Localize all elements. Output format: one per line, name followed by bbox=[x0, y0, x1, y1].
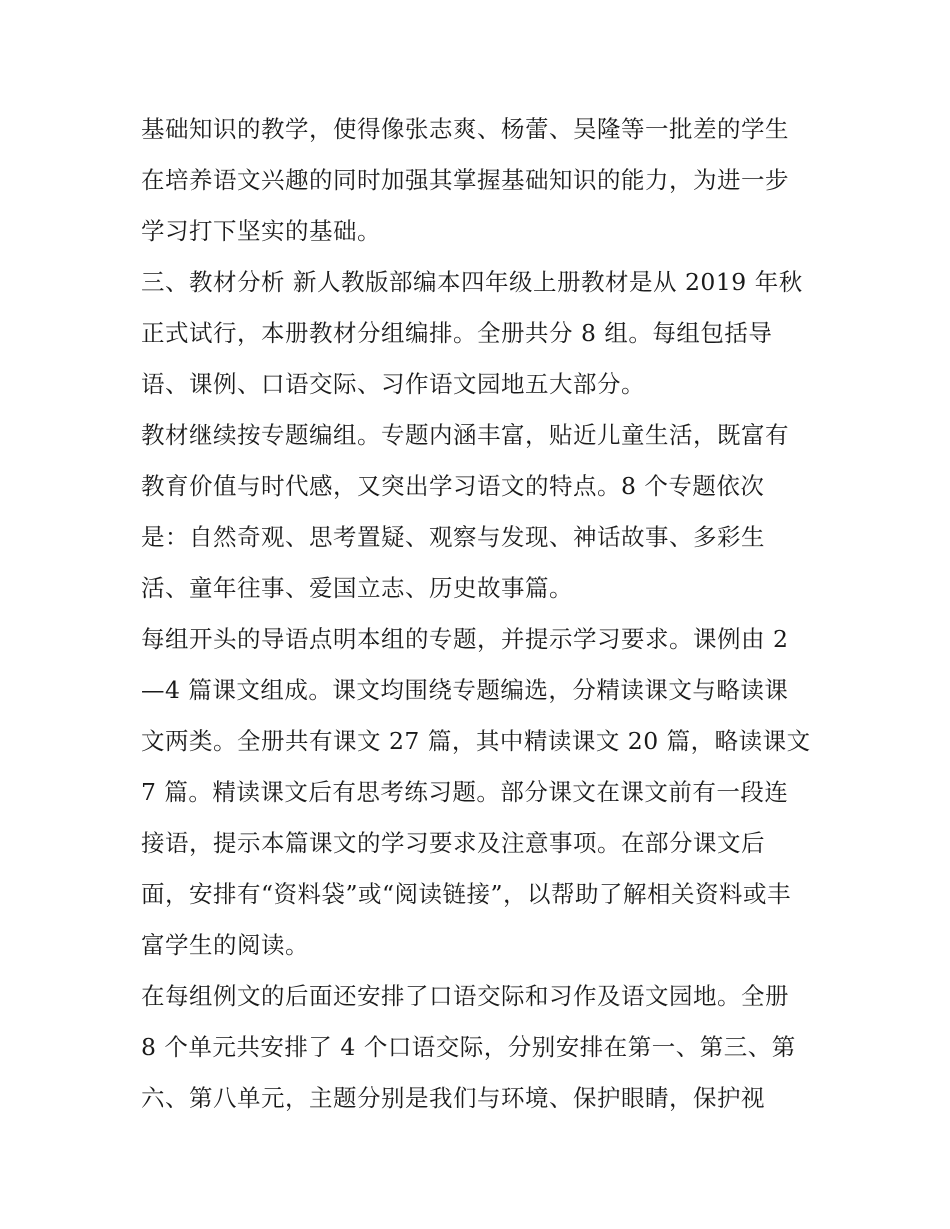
text-line: 基础知识的教学，使得像张志爽、杨蕾、吴隆等一批差的学生 bbox=[141, 115, 789, 143]
text-line: 7 篇。精读课文后有思考练习题。部分课文在课文前有一段连 bbox=[141, 778, 789, 806]
body-text bbox=[141, 104, 821, 1124]
text-line: 每组开头的导语点明本组的专题，并提示学习要求。课例由 2 bbox=[141, 625, 789, 653]
text-line: 活、童年往事、爱国立志、历史故事篇。 bbox=[141, 574, 573, 602]
text-line: 在培养语文兴趣的同时加强其掌握基础知识的能力，为进一步 bbox=[141, 166, 789, 194]
text-line: 在每组例文的后面还安排了口语交际和习作及语文园地。全册 bbox=[141, 982, 789, 1010]
text-line: 8 个单元共安排了 4 个口语交际，分别安排在第一、第三、第 bbox=[141, 1033, 796, 1061]
text-line: 文两类。全册共有课文 27 篇，其中精读课文 20 篇，略读课文 bbox=[141, 727, 811, 755]
text-line: 语、课例、口语交际、习作语文园地五大部分。 bbox=[141, 370, 645, 398]
text-line: 面，安排有“资料袋”或“阅读链接”，以帮助了解相关资料或丰 bbox=[141, 880, 792, 908]
text-line: —4 篇课文组成。课文均围绕专题编选，分精读课文与略读课 bbox=[141, 676, 789, 704]
text-line: 富学生的阅读。 bbox=[141, 931, 309, 959]
text-line: 教育价值与时代感，又突出学习语文的特点。8 个专题依次 bbox=[141, 472, 765, 500]
text-line: 教材继续按专题编组。专题内涵丰富，贴近儿童生活，既富有 bbox=[141, 421, 789, 449]
text-line: 三、教材分析 新人教版部编本四年级上册教材是从 2019 年秋 bbox=[141, 268, 803, 296]
text-line: 学习打下坚实的基础。 bbox=[141, 217, 381, 245]
text-line: 接语，提示本篇课文的学习要求及注意事项。在部分课文后 bbox=[141, 829, 765, 857]
text-line: 正式试行，本册教材分组编排。全册共分 8 组。每组包括导 bbox=[141, 319, 773, 347]
text-line: 六、第八单元，主题分别是我们与环境、保护眼睛，保护视 bbox=[141, 1084, 765, 1112]
text-line: 是：自然奇观、思考置疑、观察与发现、神话故事、多彩生 bbox=[141, 523, 765, 551]
